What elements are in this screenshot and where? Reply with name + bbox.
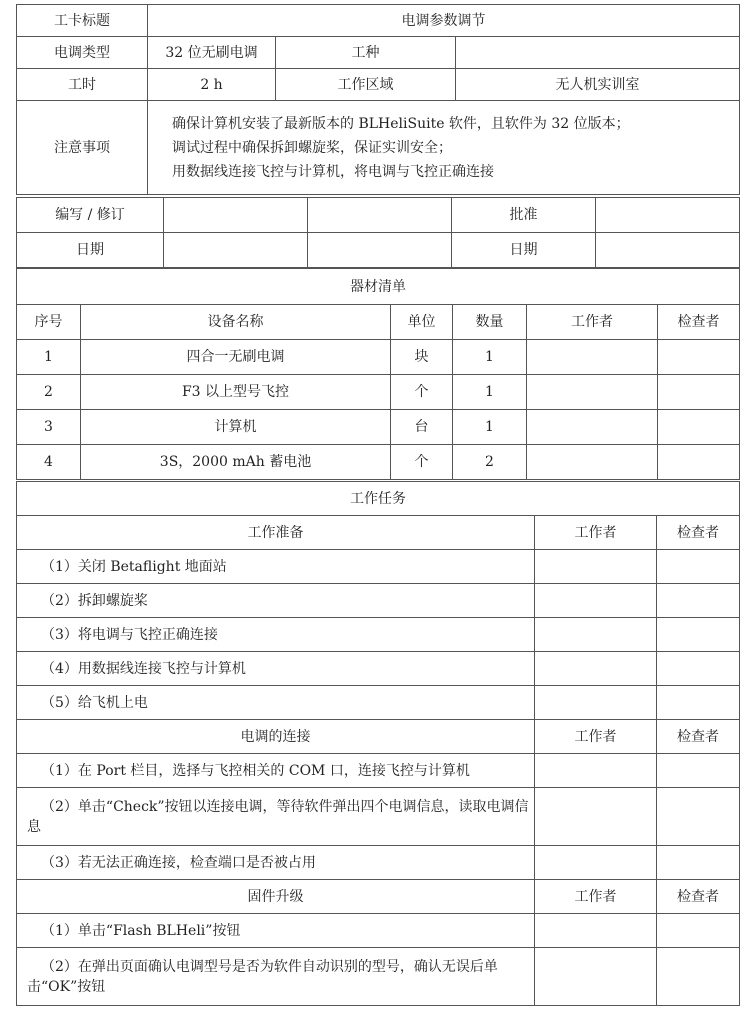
task-row: [17, 686, 740, 720]
approve-date-value: [596, 233, 740, 268]
task-row: [17, 948, 740, 1006]
checker-cell: [658, 445, 740, 480]
task-item: （3）若无法正确连接，检查端口是否被占用: [17, 846, 535, 880]
task-item: （3）将电调与飞控正确连接: [17, 618, 535, 652]
checker-cell: [657, 846, 740, 880]
column-header: 检查者: [658, 305, 740, 340]
worker-header: 工作者: [535, 880, 657, 914]
task-row: [17, 584, 740, 618]
hours-value: 2 h: [148, 69, 276, 101]
checker-cell: [657, 652, 740, 686]
checker-cell: [657, 584, 740, 618]
checker-cell: [657, 550, 740, 584]
equipment-name: 四合一无刷电调: [81, 340, 391, 375]
equipment-name: F3 以上型号飞控: [81, 375, 391, 410]
area-value: 无人机实训室: [456, 69, 740, 101]
note-item: 用数据线连接飞控与计算机，将电调与飞控正确连接: [172, 163, 494, 180]
worker-cell: [527, 340, 658, 375]
checker-cell: [657, 788, 740, 846]
worker-cell: [527, 445, 658, 480]
tasks-table: [16, 481, 740, 1006]
equipment-unit: 个: [391, 375, 453, 410]
checker-cell: [657, 948, 740, 1006]
equipment-name: 3S，2000 mAh 蓄电池: [81, 445, 391, 480]
equipment-unit: 台: [391, 410, 453, 445]
worker-header: 工作者: [535, 516, 657, 550]
equipment-qty: 1: [453, 375, 527, 410]
checker-header: 检查者: [657, 880, 740, 914]
worker-cell: [535, 914, 657, 948]
approve-date-label: 日期: [452, 233, 596, 268]
equipment-no: 1: [17, 340, 81, 375]
table-row: [17, 445, 740, 480]
header-table: [16, 4, 740, 195]
task-item: （2）拆卸螺旋桨: [17, 584, 535, 618]
worker-cell: [535, 652, 657, 686]
worker-cell: [535, 550, 657, 584]
equipment-unit: 块: [391, 340, 453, 375]
worker-cell: [535, 584, 657, 618]
date-extra: [308, 233, 452, 268]
notes-label: 注意事项: [17, 101, 148, 195]
task-item: （5）给飞机上电: [17, 686, 535, 720]
equipment-qty: 2: [453, 445, 527, 480]
note-item: 确保计算机安装了最新版本的 BLHeliSuite 软件，且软件为 32 位版本；: [172, 115, 630, 132]
worker-cell: [527, 375, 658, 410]
author-extra: [308, 198, 452, 233]
card-title-value: 电调参数调节: [148, 5, 740, 37]
date-value: [164, 233, 308, 268]
equipment-unit: 个: [391, 445, 453, 480]
checker-cell: [657, 686, 740, 720]
task-item: （1）单击“Flash BLHeli”按钮: [17, 914, 535, 948]
task-row: [17, 754, 740, 788]
card-title-label: 工卡标题: [17, 5, 148, 37]
task-item: （1）关闭 Betaflight 地面站: [17, 550, 535, 584]
checker-header: 检查者: [657, 720, 740, 754]
checker-cell: [657, 618, 740, 652]
approve-value: [596, 198, 740, 233]
notes-list: [148, 101, 740, 195]
column-header: 序号: [17, 305, 81, 340]
task-group-title: 电调的连接: [17, 720, 535, 754]
task-group-title: 工作准备: [17, 516, 535, 550]
author-label: 编写 / 修订: [17, 198, 164, 233]
table-row: [17, 375, 740, 410]
checker-cell: [658, 340, 740, 375]
worker-cell: [535, 618, 657, 652]
equipment-no: 4: [17, 445, 81, 480]
equipment-no: 2: [17, 375, 81, 410]
work-type-value: [456, 37, 740, 69]
esc-type-label: 电调类型: [17, 37, 148, 69]
table-row: [17, 410, 740, 445]
task-item: （4）用数据线连接飞控与计算机: [17, 652, 535, 686]
equipment-table: [16, 268, 740, 480]
task-item: （2）在弹出页面确认电调型号是否为软件自动识别的型号，确认无误后单击“OK”按钮: [17, 948, 535, 1006]
task-row: [17, 550, 740, 584]
signoff-table: [16, 197, 740, 268]
column-header: 工作者: [527, 305, 658, 340]
task-row: [17, 618, 740, 652]
task-group-title: 固件升级: [17, 880, 535, 914]
tasks-section-title: 工作任务: [17, 482, 740, 516]
equipment-name: 计算机: [81, 410, 391, 445]
equipment-qty: 1: [453, 340, 527, 375]
task-item: （2）单击“Check”按钮以连接电调，等待软件弹出四个电调信息，读取电调信息: [17, 788, 535, 846]
column-header: 数量: [453, 305, 527, 340]
table-row: [17, 340, 740, 375]
task-row: [17, 652, 740, 686]
worker-cell: [527, 410, 658, 445]
worker-cell: [535, 788, 657, 846]
worker-cell: [535, 754, 657, 788]
worker-cell: [535, 846, 657, 880]
task-item: （1）在 Port 栏目，选择与飞控相关的 COM 口，连接飞控与计算机: [17, 754, 535, 788]
date-label: 日期: [17, 233, 164, 268]
hours-label: 工时: [17, 69, 148, 101]
task-row: [17, 788, 740, 846]
checker-cell: [658, 375, 740, 410]
checker-cell: [658, 410, 740, 445]
checker-cell: [657, 914, 740, 948]
column-header: 单位: [391, 305, 453, 340]
worker-cell: [535, 686, 657, 720]
note-item: 调试过程中确保拆卸螺旋桨，保证实训安全；: [172, 139, 452, 156]
author-value: [164, 198, 308, 233]
equipment-qty: 1: [453, 410, 527, 445]
column-header: 设备名称: [81, 305, 391, 340]
area-label: 工作区域: [276, 69, 456, 101]
worker-cell: [535, 948, 657, 1006]
task-row: [17, 846, 740, 880]
equipment-section-title: 器材清单: [17, 269, 740, 305]
work-type-label: 工种: [276, 37, 456, 69]
equipment-no: 3: [17, 410, 81, 445]
esc-type-value: 32 位无刷电调: [148, 37, 276, 69]
checker-cell: [657, 754, 740, 788]
approve-label: 批准: [452, 198, 596, 233]
checker-header: 检查者: [657, 516, 740, 550]
worker-header: 工作者: [535, 720, 657, 754]
task-row: [17, 914, 740, 948]
